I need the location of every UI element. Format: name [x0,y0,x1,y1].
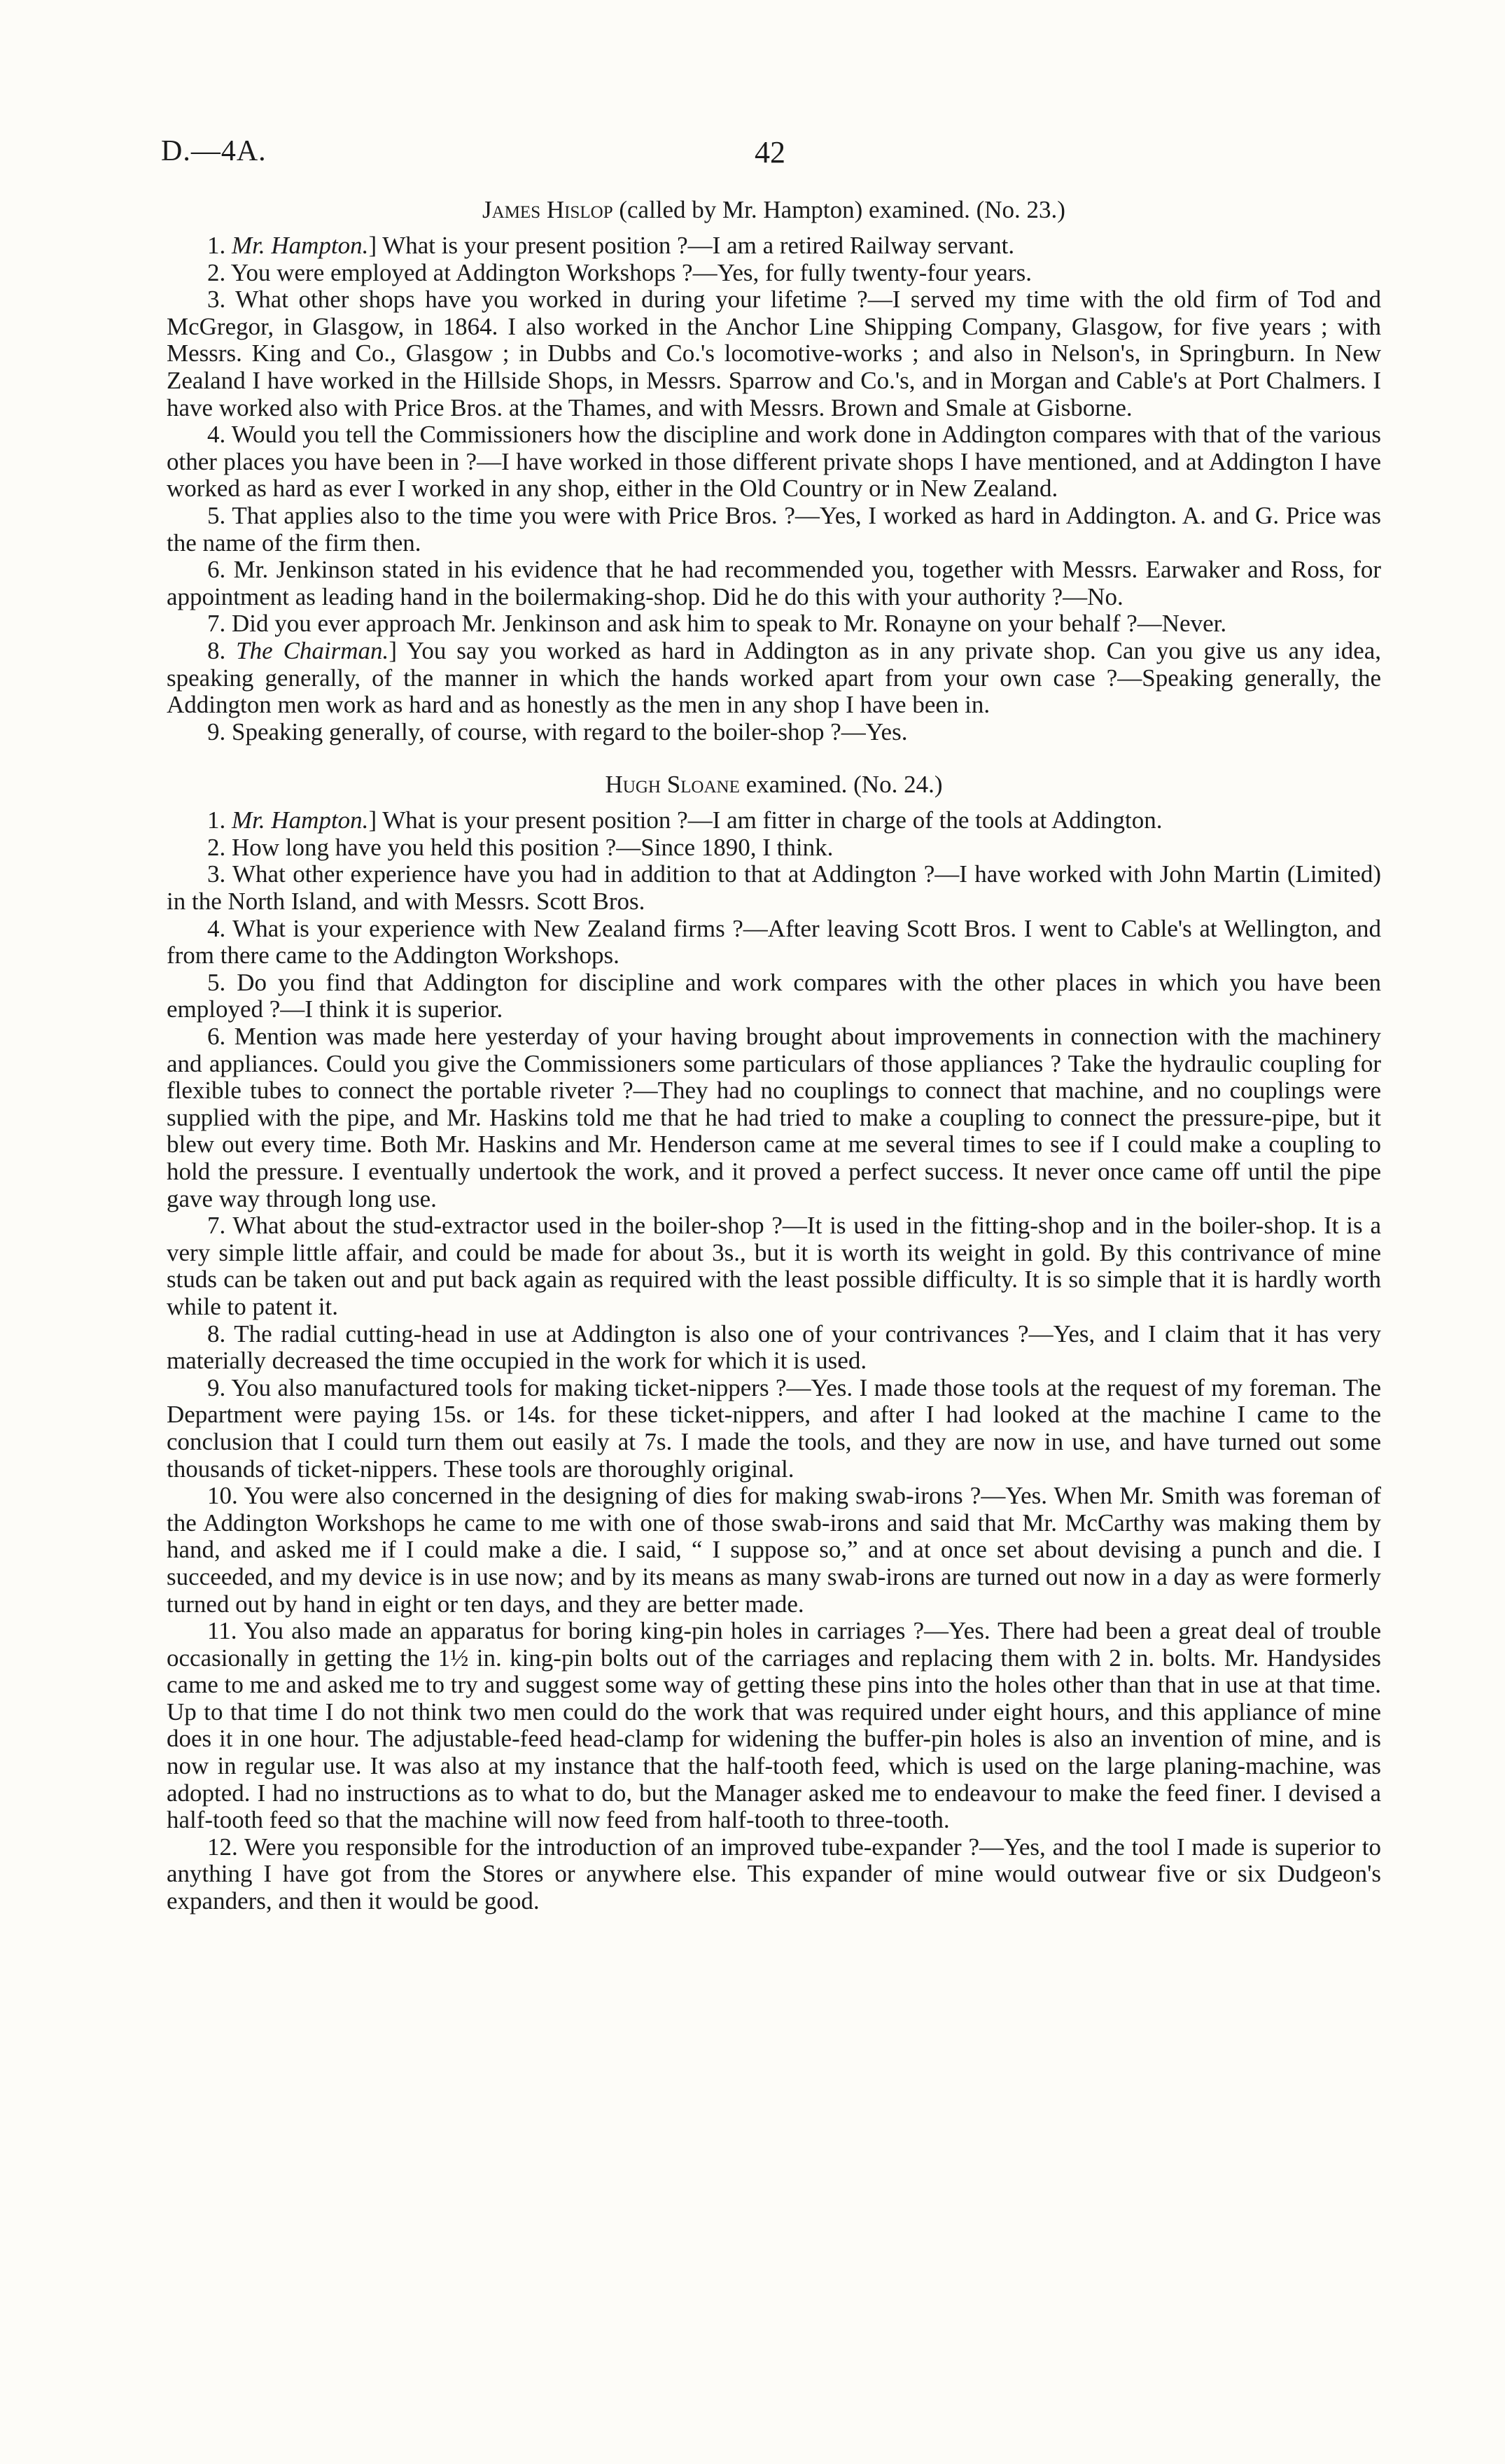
question-text: Would you tell the Commissioners how the discipline and work done in Addington compares with that of the various other places you have been in ?—I have worked in those different private shops I have mentioned, and at Addington I have worked as hard as ever I worked in any shop, either in the Old Country or in New Zealand. [167,421,1381,503]
question-number: 7. [207,610,226,638]
question-entry [167,421,1381,503]
question-number: 4. [207,914,226,942]
series-reference: D.—4A. [161,135,267,167]
question-entry [167,834,1381,862]
question-entry [167,1618,1381,1834]
question-text: What is your present position ?—I am fitter in charge of the tools at Addington. [382,806,1163,834]
question-text: How long have you held this position ?—Since 1890, I think. [232,833,834,861]
question-entry [167,1834,1381,1915]
question-number: 3. [207,860,226,888]
document-body [167,195,1381,1915]
question-number: 6. [207,556,226,584]
speaker-name: The Chairman. [236,636,389,664]
question-number: 1. [207,232,226,259]
heading-suffix: (called by Mr. Hampton) examined. (No. 23.) [612,196,1065,223]
question-text: Were you responsible for the introduction of an improved tube-expander ?—Yes, and the tool I made is superior to anything I have got from the Stores or anywhere else. This expander of mine would outwear five or six Dudgeon's expanders, and then it would be good. [167,1833,1381,1915]
question-text: What other shops have you worked in during your lifetime ?—I served my time with the old firm of Tod and McGregor, in Glasgow, in 1864. I also worked in the Anchor Line Shipping Company, Glasgow, for five years ; with Messrs. King and Co., Glasgow ; in Dubbs and Co.'s locomotive-works ; and also in Nelson's, in Springburn. In New Zealand I have worked in the Hillside Shops, in Messrs. Sparrow and Co.'s, and in Morgan and Cable's at Port Chalmers. I have worked also with Price Bros. at the Thames, and with Messrs. Brown and Smale at Gisborne. [167,286,1382,421]
question-number: 5. [207,501,226,529]
question-text: You also manufactured tools for making ticket-nippers ?—Yes. I made those tools at the request of my foreman. The Department were paying 15s. or 14s. for these ticket-nippers, and after I had looked at the machine I came to the conclusion that I could turn them out easily at 7s. I made the tools, and they are now in use, and have turned out some thousands of ticket-nippers. These tools are thoroughly original. [167,1373,1382,1483]
question-text: You were also concerned in the designing of dies for making swab-irons ?—Yes. When Mr. Smith was foreman of the Addington Workshops he came to me with one of those swab-irons and said that Mr. McCarthy was making them by hand, and asked me if I could make a die. I said, “ I suppose so,” and at once set about devising a punch and die. I succeeded, and my device is in use now; and by its means as many swab-irons are turned out now in a day as were formerly turned out by hand in eight or ten days, and they are better made. [167,1482,1381,1618]
speaker-label: Mr. Hampton.] [232,806,383,834]
question-entry [167,503,1381,556]
question-number: 10. [207,1482,238,1510]
speaker-label: The Chairman.] [236,636,407,664]
question-number: 11. [207,1617,237,1645]
question-entry [167,969,1381,1023]
witness-name: James Hislop [482,196,613,223]
question-text: Mention was made here yesterday of your having brought about improvements in connection with the machinery and appliances. Could you give the Commissioners some particulars of those appliances ? Take the hydraulic coupling for flexible tubes to connect the portable riveter ?—They had no couplings to connect that machine, and no couplings were supplied with the pipe, and Mr. Haskins told me that he had tried to make a coupling to connect the pressure-pipe, but it blew out every time. Both Mr. Haskins and Mr. Henderson came at me several times to see if I could make a coupling to hold the pressure. I eventually undertook the work, and it proved a perfect success. It never once came off until the pipe gave way through long use. [167,1023,1381,1212]
question-text: What is your experience with New Zealand firms ?—After leaving Scott Bros. I went to Cable's at Wellington, and from there came to the Addington Workshops. [167,914,1381,969]
question-entry [167,1483,1381,1618]
page-number: 42 [755,135,785,169]
question-text: Speaking generally, of course, with regard to the boiler-shop ?—Yes. [232,718,908,746]
heading-suffix: examined. (No. 24.) [739,771,943,799]
speaker-name: Mr. Hampton. [232,232,369,259]
question-entry [167,1212,1381,1320]
question-text: You were employed at Addington Workshops ?—Yes, for fully twenty-four years. [230,258,1032,286]
witness-heading [167,195,1381,225]
question-text: What about the stud-extractor used in the boiler-shop ?—It is used in the fitting-shop and in the boiler-shop. It is a very simple little affair, and could be made for about 3s., but it is worth its weight in gold. By this contrivance of mine studs can be taken out and put back again as required with the least possible difficulty. It is so simple that it is hardly worth while to patent it. [167,1212,1381,1320]
question-number: 12. [207,1833,238,1861]
question-number: 9. [207,718,226,746]
question-entry [167,232,1381,260]
question-number: 2. [207,833,226,861]
question-entry [167,610,1381,638]
question-text: That applies also to the time you were with Price Bros. ?—Yes, I worked as hard in Addington. A. and G. Price was the name of the firm then. [167,501,1381,556]
question-text: Mr. Jenkinson stated in his evidence that he had recommended you, together with Messrs. Earwaker and Ross, for appointment as leading hand in the boilermaking-shop. Did he do this with your authority ?—No. [167,556,1381,610]
question-text: What is your present position ?—I am a retired Railway servant. [382,232,1015,259]
question-number: 5. [207,968,226,996]
question-entry [167,719,1381,746]
question-entry [167,286,1381,421]
question-entry [167,1321,1381,1375]
question-number: 6. [207,1023,226,1051]
question-entry [167,916,1381,969]
witness-heading [167,769,1381,800]
question-entry [167,1375,1381,1483]
question-number: 8. [207,636,226,664]
section-spacer [167,746,1381,769]
question-entry [167,807,1381,834]
question-number: 9. [207,1373,226,1401]
question-number: 7. [207,1212,226,1240]
question-entry [167,638,1381,719]
question-number: 8. [207,1320,226,1348]
question-text: The radial cutting-head in use at Addington is also one of your contrivances ?—Yes, and I claim that it has very materially decreased the time occupied in the work for which it is used. [167,1320,1381,1375]
speaker-label: Mr. Hampton.] [232,232,383,259]
question-text: What other experience have you had in addition to that at Addington ?—I have worked with John Martin (Limited) in the North Island, and with Messrs. Scott Bros. [167,860,1381,916]
question-entry [167,861,1381,915]
question-number: 2. [207,258,226,286]
witness-name: Hugh Sloane [605,771,740,799]
question-number: 3. [207,286,226,314]
question-text: You also made an apparatus for boring king-pin holes in carriages ?—Yes. There had been a great deal of trouble occasionally in getting the 1½ in. king-pin bolts out of the carriages and replacing them with 2 in. bolts. Mr. Handysides came to me and asked me to try and suggest some way of getting these pins into the holes other than that in use at that time. Up to that time I do not think two men could do the work that was required under eight hours, and this appliance of mine does it in one hour. The adjustable-feed head-clamp for widening the buffer-pin holes is also an invention of mine, and is now in regular use. It was also at my instance that the half-tooth feed, which is used on the large planing-machine, was adopted. I had no instructions as to what to do, but the Manager asked me to endeavour to make the feed finer. I devised a half-tooth feed so that the machine will now feed from half-tooth to three-tooth. [167,1617,1382,1834]
question-text: You say you worked as hard in Addington as in any private shop. Can you give us any idea, speaking generally, of the manner in which the hands worked apart from your own case ?—Speaking generally, the Addington men work as hard and as honestly as the men in any shop I have been in. [167,636,1382,719]
question-number: 4. [207,421,226,449]
question-entry [167,260,1381,287]
question-entry [167,556,1381,610]
question-text: Did you ever approach Mr. Jenkinson and ask him to speak to Mr. Ronayne on your behalf ?—Never. [232,610,1227,638]
question-number: 1. [207,806,226,834]
question-text: Do you find that Addington for discipline and work compares with the other places in which you have been employed ?—I think it is superior. [167,968,1381,1023]
question-entry [167,1023,1381,1212]
speaker-name: Mr. Hampton. [232,806,369,834]
